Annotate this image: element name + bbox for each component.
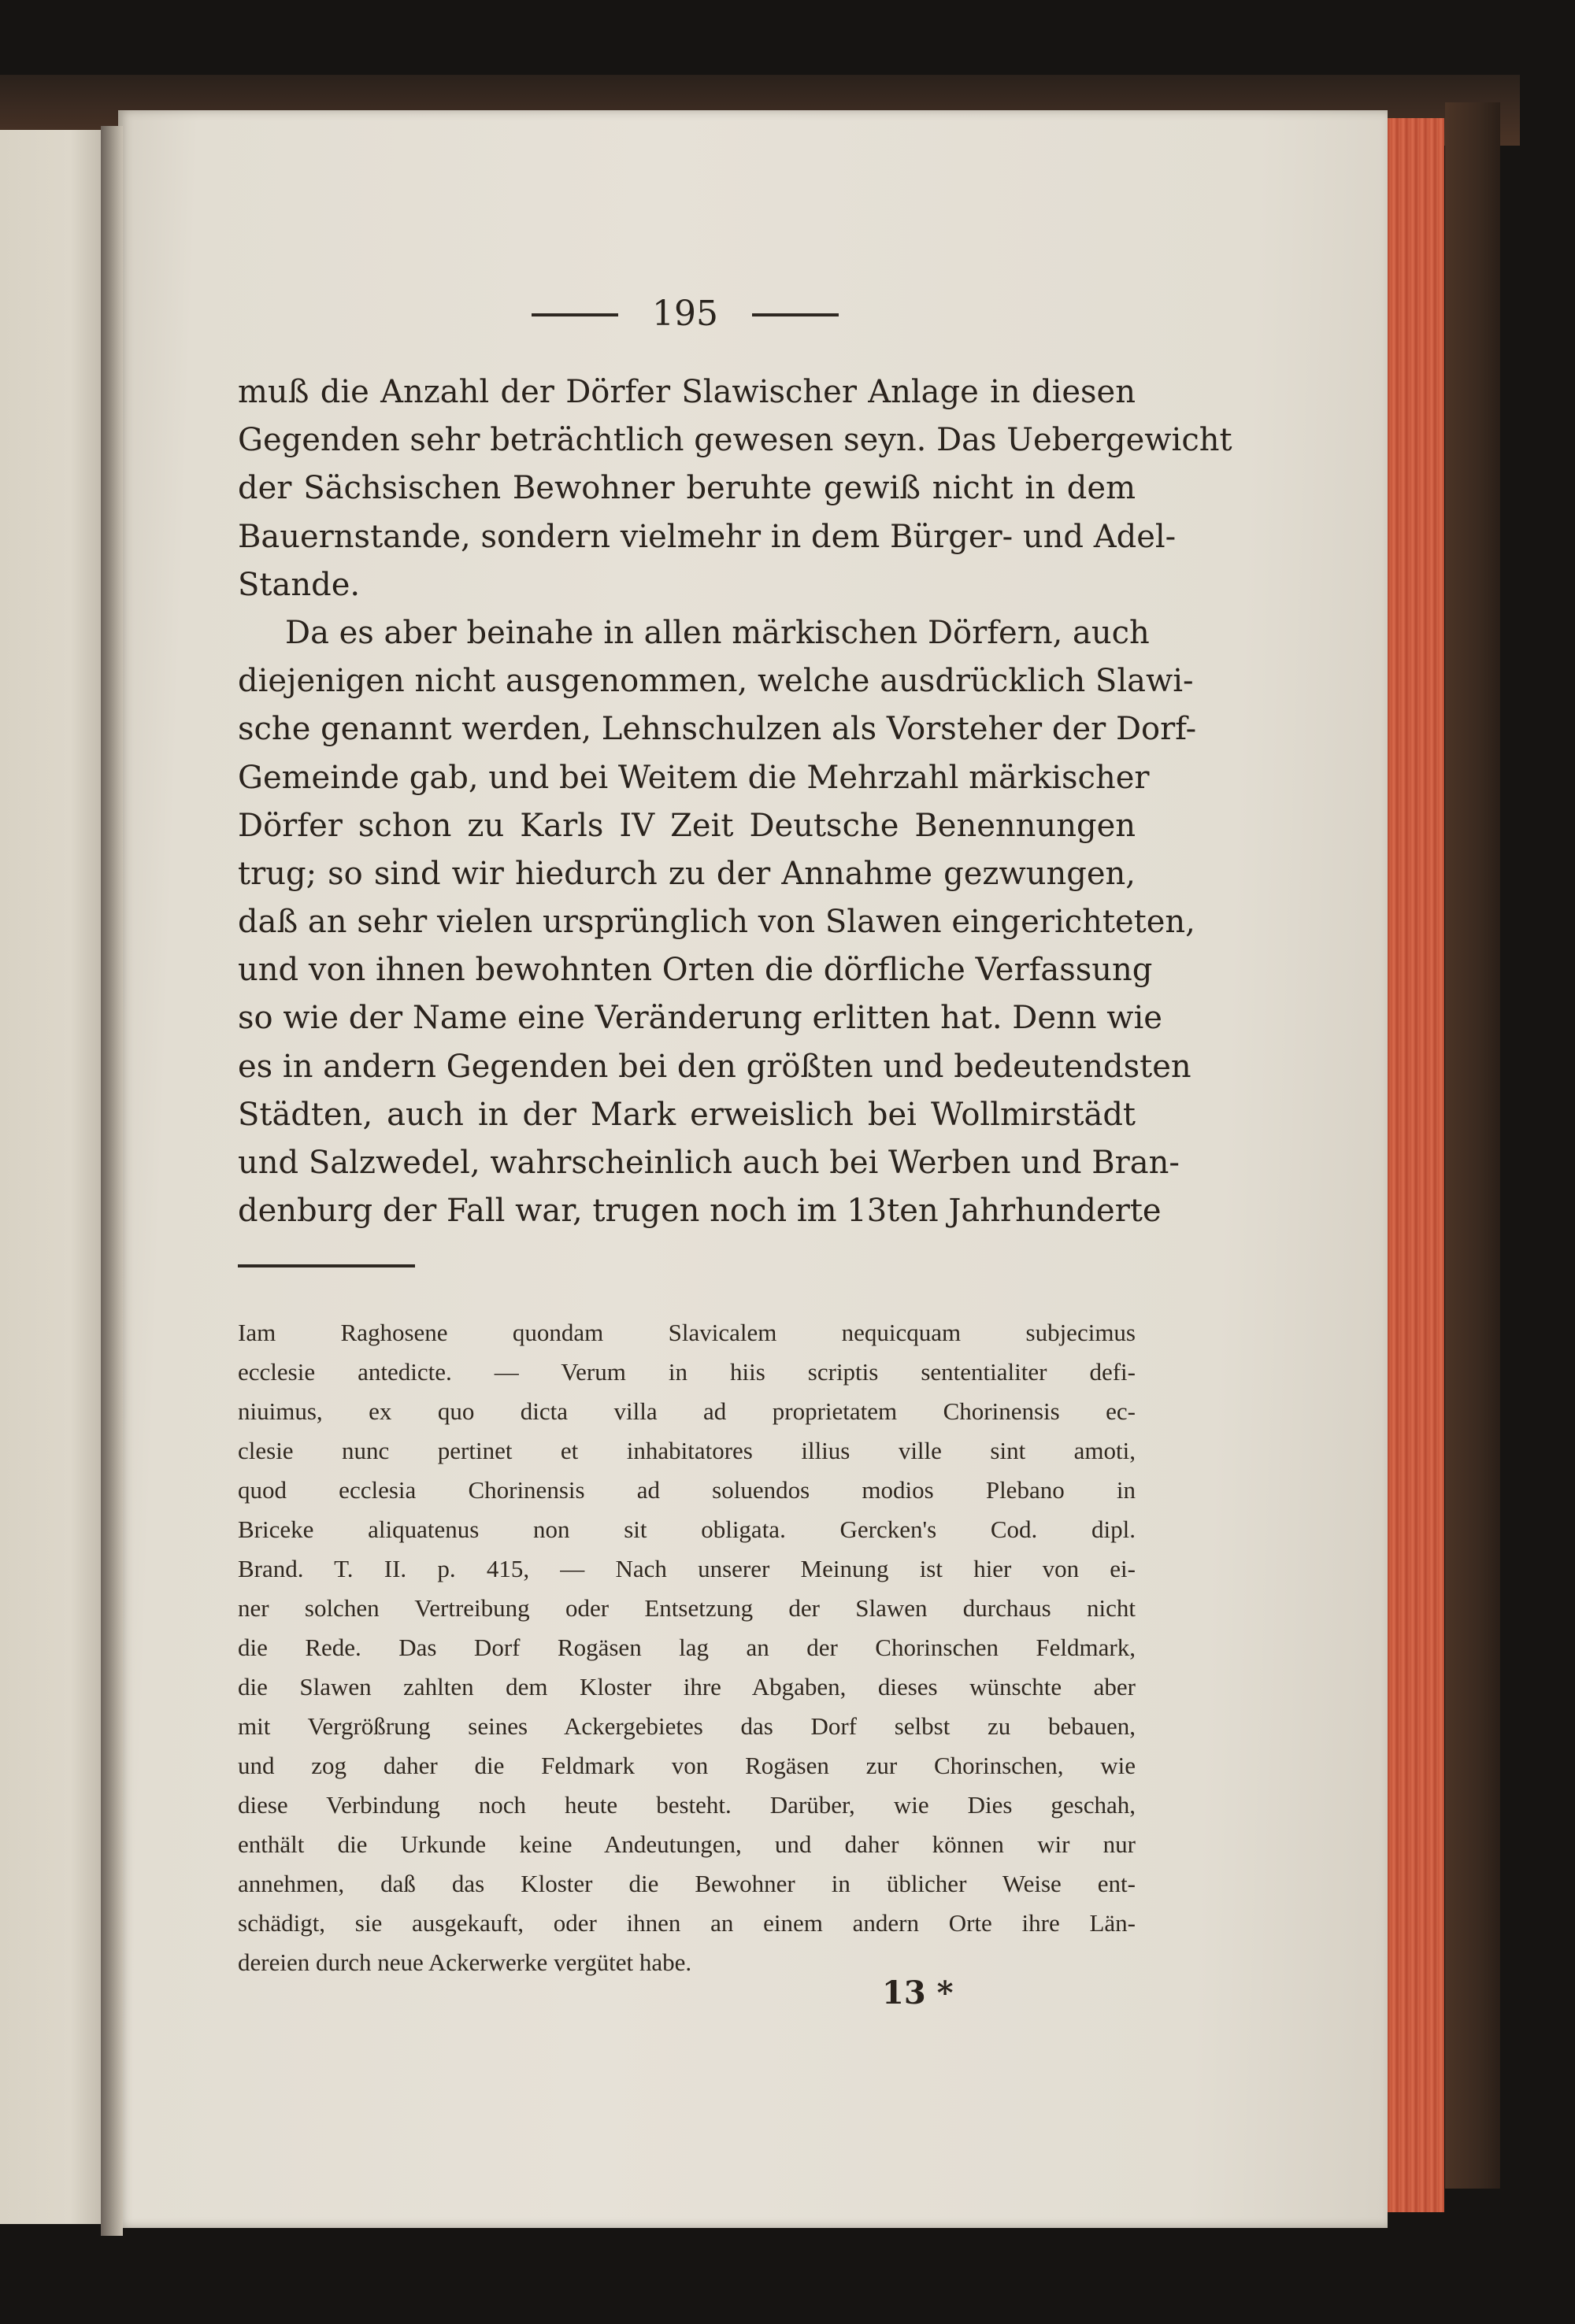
footnote-line: diese Verbindung noch heute besteht. Darüber, wie Dies geschah, (238, 1791, 1136, 1819)
body-line: daß an sehr vielen ursprünglich von Slawen eingerichteten, (238, 904, 1195, 941)
footnote-line: die Rede. Das Dorf Rogäsen lag an der Chorinschen Feldmark, (238, 1634, 1136, 1661)
body-line: Bauernstande, sondern vielmehr in dem Bürger- und Adel- (238, 518, 1177, 555)
footnote-line: niuimus, ex quo dicta villa ad proprietatem Chorinensis ec- (238, 1397, 1136, 1425)
book-gutter (101, 126, 123, 2236)
body-line: trug; so sind wir hiedurch zu der Annahme gezwungen, (238, 855, 1136, 892)
footnote-line: ecclesie antedicte. — Verum in hiis scriptis sententialiter defi- (238, 1358, 1136, 1386)
footnote-separator (238, 1264, 415, 1267)
body-line: denburg der Fall war, trugen noch im 13ten Jahrhunderte (238, 1193, 1162, 1230)
footnote-line: und zog daher die Feldmark von Rogäsen zur Chorinschen, wie (238, 1752, 1136, 1779)
body-line: es in andern Gegenden bei den größten und bedeutendsten (238, 1048, 1191, 1085)
body-line: Stande. (238, 566, 361, 603)
body-line: und Salzwedel, wahrscheinlich auch bei Werben und Bran- (238, 1145, 1180, 1181)
footnote-line: die Slawen zahlten dem Kloster ihre Abgaben, dieses wünschte aber (238, 1673, 1136, 1700)
footnote-line: quod ecclesia Chorinensis ad soluendos modios Plebano in (238, 1476, 1136, 1504)
body-line: diejenigen nicht ausgenommen, welche ausdrücklich Slawi- (238, 663, 1194, 700)
body-line: Gemeinde gab, und bei Weitem die Mehrzahl märkischer (238, 759, 1150, 796)
left-page-edge (0, 130, 102, 2224)
body-text (238, 368, 1232, 1235)
footnote-line: dereien durch neue Ackerwerke vergütet habe. (238, 1948, 692, 1976)
body-line: muß die Anzahl der Dörfer Slawischer Anlage in diesen (238, 374, 1136, 410)
signature-mark: 13 * (882, 1974, 954, 2011)
page-number: 195 (652, 294, 718, 334)
header-rule-right (752, 313, 839, 316)
footnote-line: schädigt, sie ausgekauft, oder ihnen an einem andern Orte ihre Län- (238, 1909, 1136, 1937)
footnote (238, 1313, 1136, 1982)
body-line: Städten, auch in der Mark erweislich bei Wollmirstädt (238, 1096, 1136, 1133)
footnote-line: annehmen, daß das Kloster die Bewohner in üblicher Weise ent- (238, 1870, 1136, 1897)
body-line: Da es aber beinahe in allen märkischen Dörfern, auch (285, 614, 1150, 651)
book-cover-right (1445, 102, 1500, 2189)
footnote-line: clesie nunc pertinet et inhabitatores illius ville sint amoti, (238, 1437, 1136, 1464)
body-line: Dörfer schon zu Karls IV Zeit Deutsche Benennungen (238, 807, 1136, 844)
footnote-line: mit Vergrößrung seines Ackergebietes das Dorf selbst zu bebauen, (238, 1712, 1136, 1740)
body-line: Gegenden sehr beträchtlich gewesen seyn. Das Uebergewicht (238, 422, 1232, 459)
footnote-line: enthält die Urkunde keine Andeutungen, und daher können wir nur (238, 1830, 1136, 1858)
body-line: so wie der Name eine Veränderung erlitten hat. Denn wie (238, 1000, 1162, 1037)
page-header (532, 291, 839, 339)
body-line: und von ihnen bewohnten Orten die dörfliche Verfassung (238, 952, 1153, 989)
footnote-line: ner solchen Vertreibung oder Entsetzung der Slawen durchaus nicht (238, 1594, 1136, 1622)
body-line: sche genannt werden, Lehnschulzen als Vorsteher der Dorf- (238, 711, 1197, 748)
body-line: der Sächsischen Bewohner beruhte gewiß nicht in dem (238, 470, 1136, 507)
footnote-line: Brand. T. II. p. 415, — Nach unserer Meinung ist hier von ei- (238, 1555, 1136, 1582)
footnote-line: Iam Raghosene quondam Slavicalem nequicquam subjecimus (238, 1319, 1136, 1346)
footnote-line: Briceke aliquatenus non sit obligata. Gercken's Cod. dipl. (238, 1515, 1136, 1543)
